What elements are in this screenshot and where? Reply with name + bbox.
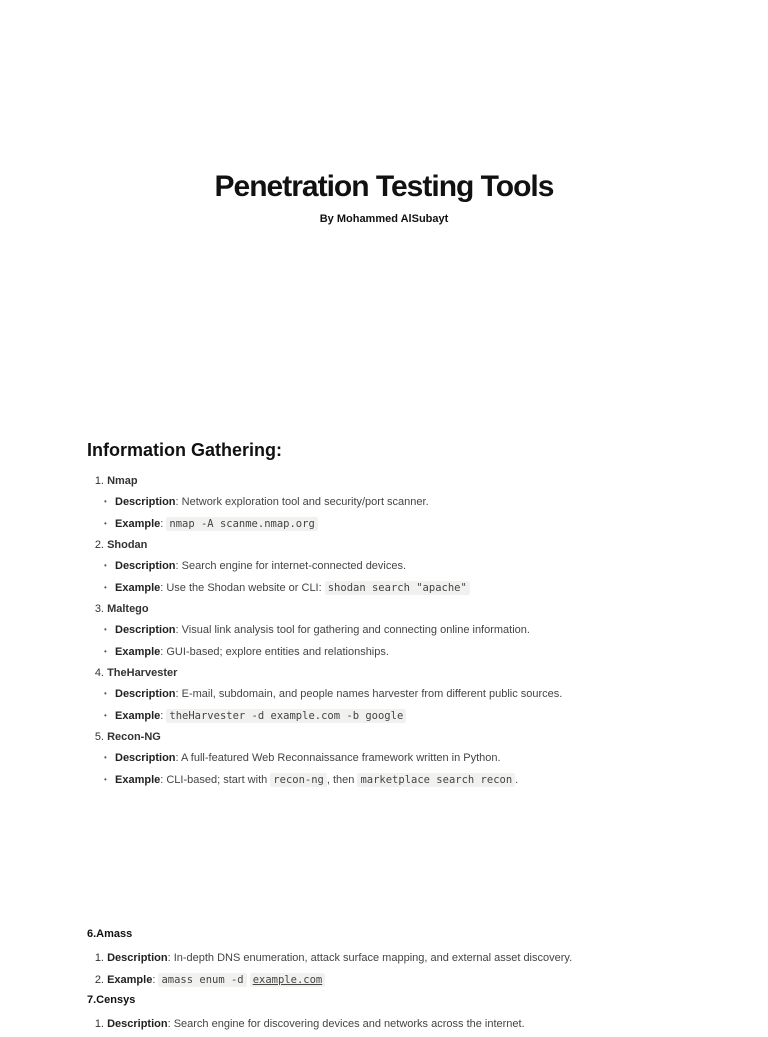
description-label: Description — [115, 688, 176, 700]
tool-details — [92, 493, 732, 536]
tool-details — [92, 749, 732, 792]
example-prefix: : CLI-based; start with — [160, 774, 271, 786]
tool-example — [92, 643, 732, 664]
description-text: : Search engine for discovering devices and networks across the internet. — [167, 1018, 525, 1030]
censys-details — [92, 1015, 732, 1037]
tool-number: 4. — [94, 667, 104, 679]
example-code: nmap -A scanme.nmap.org — [166, 517, 317, 531]
tool-description — [92, 557, 732, 579]
tool-name: Maltego — [107, 603, 149, 615]
tool-item-shodan — [92, 536, 732, 600]
example-label: Example — [115, 582, 161, 594]
description-text: : E-mail, subdomain, and people names harvester from different public sources. — [175, 688, 563, 700]
example-code: recon-ng — [270, 773, 327, 787]
example-label: Example — [107, 974, 153, 986]
tool-details — [92, 621, 732, 664]
description-label: Description — [107, 952, 168, 964]
tool-heading-censys: 7.Censys — [87, 994, 136, 1006]
tool-name: TheHarvester — [107, 667, 178, 679]
tool-description — [92, 749, 732, 771]
item-number: 1. — [94, 952, 104, 964]
example-prefix: : Use the Shodan website or CLI: — [160, 582, 325, 594]
tool-description — [92, 621, 732, 643]
tool-example — [92, 515, 732, 536]
document-title: Penetration Testing Tools — [214, 170, 554, 203]
example-code: amass enum -d — [158, 973, 246, 987]
tool-example — [92, 707, 732, 728]
example-label: Example — [115, 646, 161, 658]
description-label: Description — [107, 1018, 168, 1030]
amass-example — [92, 971, 732, 993]
example-prefix: : — [160, 518, 167, 530]
amass-details — [92, 949, 732, 993]
tool-details — [92, 685, 732, 728]
tool-number: 2. — [94, 539, 104, 551]
tool-heading — [92, 600, 732, 621]
tool-name: Shodan — [107, 539, 148, 551]
document-author: By Mohammed AlSubayt — [319, 213, 449, 225]
description-text: : Search engine for internet-connected devices. — [175, 560, 407, 572]
amass-description — [92, 949, 732, 971]
tool-heading-amass: 6.Amass — [87, 928, 133, 940]
example-label: Example — [115, 518, 161, 530]
tool-description — [92, 685, 732, 707]
description-label: Description — [115, 496, 176, 508]
example-label: Example — [115, 774, 161, 786]
description-text: : Network exploration tool and security/port scanner. — [175, 496, 429, 508]
censys-description — [92, 1015, 732, 1037]
tool-heading — [92, 664, 732, 685]
example-domain-link[interactable]: example.com — [250, 973, 326, 987]
example-text: : GUI-based; explore entities and relationships. — [160, 646, 389, 658]
item-number: 2. — [94, 974, 104, 986]
tool-item-theharvester — [92, 664, 732, 728]
tool-number: 1. — [94, 475, 104, 487]
section-heading-information-gathering: Information Gathering: — [87, 440, 282, 460]
example-mid: , then — [326, 774, 358, 786]
tool-example — [92, 771, 732, 792]
tool-number: 5. — [94, 731, 104, 743]
tool-example — [92, 579, 732, 600]
example-suffix: . — [515, 774, 519, 786]
example-prefix: : — [152, 974, 159, 986]
tool-name: Nmap — [107, 475, 138, 487]
tool-item-recon-ng — [92, 728, 732, 792]
tool-description — [92, 493, 732, 515]
tool-item-nmap — [92, 472, 732, 536]
description-text: : A full-featured Web Reconnaissance framework written in Python. — [175, 752, 501, 764]
tool-heading — [92, 728, 732, 749]
example-code: theHarvester -d example.com -b google — [166, 709, 406, 723]
example-prefix: : — [160, 710, 167, 722]
description-label: Description — [115, 560, 176, 572]
tool-number: 3. — [94, 603, 104, 615]
tool-item-maltego — [92, 600, 732, 664]
description-label: Description — [115, 752, 176, 764]
example-code-2: marketplace search recon — [357, 773, 515, 787]
description-text: : In-depth DNS enumeration, attack surface mapping, and external asset discovery. — [167, 952, 573, 964]
tool-details — [92, 557, 732, 600]
example-code: shodan search "apache" — [325, 581, 470, 595]
tool-list — [92, 472, 732, 792]
description-text: : Visual link analysis tool for gathering and connecting online information. — [175, 624, 530, 636]
description-label: Description — [115, 624, 176, 636]
tool-heading — [92, 536, 732, 557]
tool-name: Recon-NG — [107, 731, 161, 743]
tool-heading — [92, 472, 732, 493]
example-label: Example — [115, 710, 161, 722]
item-number: 1. — [94, 1018, 104, 1030]
